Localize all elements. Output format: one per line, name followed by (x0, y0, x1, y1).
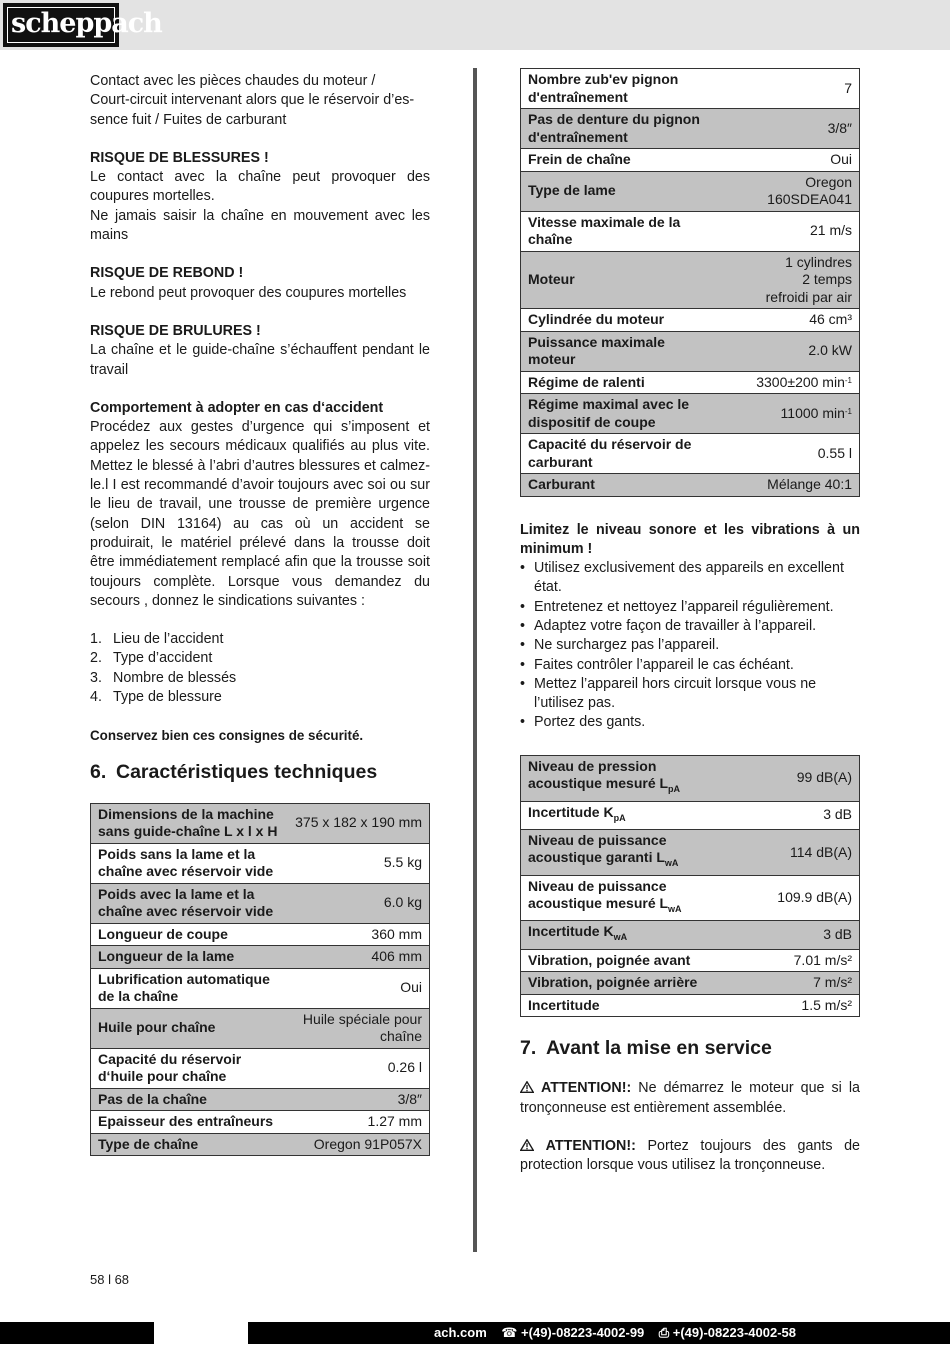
spec-label: Niveau de pression acoustique mesuré $L_{pA}$ (521, 755, 718, 801)
table-row (91, 883, 430, 923)
spec-value: Oregon 160SDEA041 (717, 171, 859, 211)
spec-value: 3 dB (717, 921, 859, 949)
footer-fax: +(49)-08223-4002-58 (672, 1325, 796, 1340)
list-item: 4. Type de blessure (90, 689, 222, 706)
spec-value: 375 x 182 x 190 mm (287, 803, 429, 843)
risk-injury-text: Le contact avec la chaîne peut provoquer des coupures mortelles. (90, 169, 430, 205)
spec-label: Incertitude $K_{pA}$ (521, 801, 718, 829)
warning-triangle-icon (520, 1081, 534, 1093)
keep-instructions-note: Conservez bien ces consignes de sécurité. (90, 728, 364, 744)
list-item: • Utilisez exclusivement des appareils en excellent état. (520, 559, 860, 598)
spec-label: Epaisseur des entraîneurs (91, 1111, 288, 1134)
footer-contact (434, 1325, 796, 1341)
spec-value: Oui (717, 149, 859, 172)
spec-label: Nombre zub'ev pignon d'entraînement (521, 69, 718, 109)
table-row (521, 331, 860, 371)
footer-web: ach.com (434, 1325, 487, 1340)
spec-value: 3300±200 $\min^{-1}$ (717, 371, 859, 394)
noise-vibration-table (520, 755, 860, 1017)
noise-bullet-list (520, 559, 860, 733)
spec-label: Niveau de puissance acoustique mesuré $L_{wA}$ (521, 875, 718, 921)
table-row (521, 755, 860, 801)
intro-line-2: Court-circuit intervenant alors que le réservoir d’es- (90, 92, 415, 109)
spec-value: Oregon 91P057X (287, 1133, 429, 1156)
spec-value: Huile spéciale pour chaîne (287, 1008, 429, 1048)
risk-injury-text-2: Ne jamais saisir la chaîne en mouvement avec les mains (90, 207, 430, 244)
spec-label: Frein de chaîne (521, 149, 718, 172)
spec-value: 0.26 l (287, 1048, 429, 1088)
noise-limit-title: Limitez le niveau sonore et les vibrations à un minimum ! (520, 521, 860, 557)
table-row (91, 968, 430, 1008)
spec-value: 2.0 kW (717, 331, 859, 371)
spec-value: Mélange 40:1 (717, 474, 859, 497)
spec-value: 7 m/s² (717, 972, 859, 995)
risk-burn-text: La chaîne et le guide-chaîne s’échauffent pendant le travail (90, 342, 430, 378)
spec-label: Poids avec la lame et la chaîne avec réservoir vide (91, 883, 288, 923)
spec-label: Incertitude $K_{wA}$ (521, 921, 718, 949)
intro-line-3: sence fuit / Fuites de carburant (90, 111, 287, 128)
warning-2: ATTENTION!: Portez toujours des gants de protection lorsque vous utilisez la tronçonneuse. (520, 1137, 860, 1174)
section-7-heading: 7. Avant la mise en service (520, 1037, 772, 1060)
table-row (521, 972, 860, 995)
table-row (521, 829, 860, 875)
spec-value: 46 cm³ (717, 309, 859, 332)
spec-value: 0.55 l (717, 434, 859, 474)
table-row (91, 1048, 430, 1088)
table-row (521, 171, 860, 211)
specs-table (90, 803, 430, 1157)
table-row (521, 149, 860, 172)
spec-label: Moteur (521, 251, 718, 309)
spec-label: Vibration, poignée avant (521, 949, 718, 972)
table-row (91, 803, 430, 843)
table-row (521, 251, 860, 309)
spec-value: 7.01 m/s² (717, 949, 859, 972)
risk-kickback-text: Le rebond peut provoquer des coupures mortelles (90, 284, 407, 301)
spec-label: Lubrification automatique de la chaîne (91, 968, 288, 1008)
spec-label: Niveau de puissance acoustique garanti $L_{wA}$ (521, 829, 718, 875)
spec-label: Vitesse maximale de la chaîne (521, 211, 718, 251)
table-row (521, 211, 860, 251)
warning-triangle-icon (520, 1139, 534, 1151)
spec-value: 5.5 kg (287, 843, 429, 883)
list-item: • Mettez l’appareil hors circuit lorsque vous ne l’utilisez pas. (520, 675, 860, 714)
spec-value: 406 mm (287, 946, 429, 969)
table-row (521, 801, 860, 829)
spec-label: Incertitude (521, 994, 718, 1017)
risk-burn-title: RISQUE DE BRULURES ! (90, 322, 261, 339)
spec-label: Régime maximal avec le dispositif de coupe (521, 394, 718, 434)
table-row (521, 309, 860, 332)
specs-table-continued (520, 68, 860, 497)
column-divider (473, 68, 477, 1252)
spec-label: Pas de denture du pignon d'entraînement (521, 109, 718, 149)
scheppach-logo (3, 3, 162, 47)
spec-value: 114 dB(A) (717, 829, 859, 875)
list-item: • Entretenez et nettoyez l’appareil régulièrement. (520, 598, 860, 617)
spec-value: 6.0 kg (287, 883, 429, 923)
spec-value: 21 m/s (717, 211, 859, 251)
table-row (521, 875, 860, 921)
spec-value: 360 mm (287, 923, 429, 946)
spec-value: Oui (287, 968, 429, 1008)
table-row (91, 1133, 430, 1156)
spec-label: Vibration, poignée arrière (521, 972, 718, 995)
spec-label: Longueur de coupe (91, 923, 288, 946)
accident-text: Procédez aux gestes d’urgence qui s’imposent et appelez les secours médicaux qualifiés au plus vite. Mettez le blessé à l’abri d’autres blessures et calmez-le.l I est recommandé d’avoir toujours avec soi ou sur le lieu de travail, une trousse de première urgence (selon DIN 13164) au cas où un accident se produirait, le matériel prélevé dans la trousse doit être immédiatement remplacé afin que la trousse soit toujours complète. Lorsque vous demandez du secours , donnez le sindications suivantes : (90, 419, 430, 609)
spec-value: 1 cylindres 2 temps refroidi par air (717, 251, 859, 309)
spec-label: Type de chaîne (91, 1133, 288, 1156)
table-row (91, 843, 430, 883)
spec-label: Dimensions de la machine sans guide-chaîne L x l x H (91, 803, 288, 843)
table-row (521, 69, 860, 109)
warning-1: ATTENTION!: Ne démarrez le moteur que si la tronçonneuse est entièrement assemblée. (520, 1080, 860, 1116)
spec-label: Capacité du réservoir d‘huile pour chaîne (91, 1048, 288, 1088)
table-row (521, 109, 860, 149)
list-item: 3. Nombre de blessés (90, 669, 237, 686)
spec-value: 7 (717, 69, 859, 109)
table-row (521, 434, 860, 474)
risk-kickback-title: RISQUE DE REBOND ! (90, 265, 244, 282)
table-row (91, 1111, 430, 1134)
table-row (91, 946, 430, 969)
table-row (521, 949, 860, 972)
spec-value: 3/8″ (717, 109, 859, 149)
spec-value: 109.9 dB(A) (717, 875, 859, 921)
section-6-heading: 6. Caractéristiques techniques (90, 760, 378, 783)
accident-title: Comportement à adopter en cas d‘accident (90, 399, 384, 416)
table-row (91, 1008, 430, 1048)
page-footer (0, 1322, 950, 1344)
table-row (91, 923, 430, 946)
left-column (90, 72, 430, 1156)
right-column (520, 68, 860, 1175)
list-item: • Adaptez votre façon de travailler à l’appareil. (520, 617, 860, 636)
logo-text: scheppach (11, 8, 162, 39)
list-item: • Faites contrôler l’appareil le cas échéant. (520, 656, 860, 675)
table-row (521, 921, 860, 949)
spec-label: Type de lame (521, 171, 718, 211)
table-row (521, 394, 860, 434)
list-item: 1. Lieu de l’accident (90, 631, 224, 648)
phone-icon: ☎ (501, 1325, 518, 1340)
spec-value: 3 dB (717, 801, 859, 829)
page-number: 58 l 68 (90, 1272, 130, 1287)
list-item: • Portez des gants. (520, 713, 860, 732)
spec-value: 1.27 mm (287, 1111, 429, 1134)
spec-value: 3/8″ (287, 1088, 429, 1111)
table-row (521, 371, 860, 394)
spec-label: Longueur de la lame (91, 946, 288, 969)
risk-injury-title: RISQUE DE BLESSURES ! (90, 149, 269, 166)
spec-label: Cylindrée du moteur (521, 309, 718, 332)
table-row (91, 1088, 430, 1111)
list-item: 2. Type d’accident (90, 650, 213, 667)
spec-label: Puissance maximale moteur (521, 331, 718, 371)
table-row (521, 474, 860, 497)
spec-value: 11000 $\min^{-1}$ (717, 394, 859, 434)
list-item: • Ne surchargez pas l’appareil. (520, 636, 860, 655)
page-header (0, 0, 950, 50)
intro-line-1: Contact avec les pièces chaudes du moteur / (90, 73, 376, 89)
spec-value: 1.5 m/s² (717, 994, 859, 1017)
fax-icon: ⎙ (658, 1325, 670, 1340)
spec-label: Poids sans la lame et la chaîne avec réservoir vide (91, 843, 288, 883)
footer-phone: +(49)-08223-4002-99 (521, 1325, 645, 1340)
spec-label: Régime de ralenti (521, 371, 718, 394)
spec-label: Huile pour chaîne (91, 1008, 288, 1048)
spec-label: Pas de la chaîne (91, 1088, 288, 1111)
accident-info-list (90, 630, 430, 707)
spec-value: 99 dB(A) (717, 755, 859, 801)
spec-label: Capacité du réservoir de carburant (521, 434, 718, 474)
spec-label: Carburant (521, 474, 718, 497)
table-row (521, 994, 860, 1017)
